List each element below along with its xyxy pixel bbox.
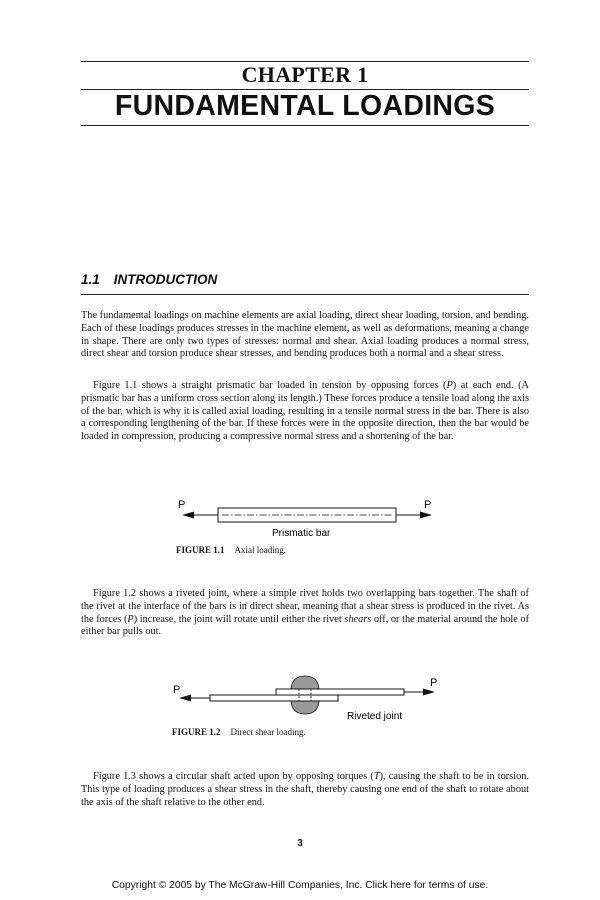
- right-force-label: P: [430, 677, 438, 689]
- left-arrowhead: [182, 512, 194, 519]
- paragraph-axial-text-b: ) at each end. (A prismatic bar has a uniform cross section along its length.) These forces produce a tensile load along the axis of the bar, which is why it is called axial loading, resulting in a tensile normal stress in the bar. There is also a corresponding lengthening of the bar. If these forces were in the opposite direction, then the bar would be loaded in compression, producing a compressive normal stress and a shortening of the bar.: [81, 380, 529, 443]
- section-number: 1.1: [81, 272, 100, 287]
- paragraph-intro: [81, 310, 529, 361]
- left-arrowhead: [179, 695, 191, 702]
- left-force-label: P: [173, 684, 181, 696]
- rivet-top-head: [291, 676, 319, 689]
- right-arrowhead: [423, 689, 435, 696]
- left-force-label: P: [178, 499, 186, 511]
- rivet-bottom-head: [291, 701, 319, 714]
- bar-label: Prismatic bar: [272, 528, 331, 539]
- figure2-caption-label: FIGURE 1.2: [172, 727, 221, 737]
- lower-bar: [210, 695, 338, 701]
- paragraph-axial-text-a: Figure 1.1 shows a straight prismatic bar loaded in tension by opposing forces (: [93, 380, 447, 391]
- copyright-link[interactable]: Copyright © 2005 by The McGraw-Hill Companies, Inc. Click here for terms of use.: [111, 880, 489, 891]
- figure1-caption: [176, 545, 286, 555]
- paragraph-intro-text: The fundamental loadings on machine elements are axial loading, direct shear loading, torsion, and bending. Each of these loadings produces stresses in the machine element, as well as deformations, meaning a change in shape. There are only two types of stresses: normal and shear. Axial loading produces a normal stress, direct shear and torsion produce shear stresses, and bending produces both a normal and a shear stress.: [81, 310, 529, 360]
- figure1-caption-label: FIGURE 1.1: [176, 545, 225, 555]
- figure2-caption-text: Direct shear loading.: [230, 727, 306, 737]
- chapter-title: FUNDAMENTAL LOADINGS: [114, 90, 496, 122]
- variable-t: T: [373, 771, 380, 782]
- paragraph-shear: [81, 588, 529, 639]
- title-underline: [81, 125, 529, 126]
- paragraph-shear-text-c: off, or the material around the hole of either bar pulls out.: [81, 613, 530, 638]
- joint-label: Riveted joint: [347, 711, 403, 722]
- upper-bar: [276, 689, 404, 695]
- figure-axial-loading: [160, 492, 450, 542]
- figure2-caption: [172, 727, 306, 737]
- section-rule: [81, 294, 529, 295]
- paragraph-shear-text-b: ) increase, the joint will rotate until either the rivet: [133, 613, 345, 625]
- paragraph-axial: [81, 380, 529, 444]
- paragraph-shear-text-a: Figure 1.2 shows a riveted joint, where a simple rivet holds two overlapping bars together. The shaft of the rivet at the interface of the bars is in direct shear, meaning that a shear stress is produced in the rivet. As the forces (: [81, 588, 529, 625]
- variable-p: P: [446, 380, 453, 391]
- section-title: INTRODUCTION: [113, 272, 218, 287]
- right-arrowhead: [420, 512, 432, 519]
- paragraph-torsion-text-b: ), causing the shaft to be in torsion. This type of loading produces a shear stress in the shaft, thereby causing one end of the shaft to rotate about the axis of the shaft relative to the other end.: [81, 771, 529, 808]
- emphasis-shears: shears: [344, 613, 372, 625]
- paragraph-torsion-text-a: Figure 1.3 shows a circular shaft acted upon by opposing torques (: [93, 771, 374, 782]
- section-heading: [81, 272, 217, 287]
- variable-p-2: P: [127, 613, 134, 625]
- paragraph-torsion: [81, 771, 529, 809]
- right-force-label: P: [424, 499, 432, 511]
- figure-direct-shear: [165, 672, 455, 724]
- figure1-caption-text: Axial loading.: [234, 545, 287, 555]
- page-number: 3: [297, 838, 303, 849]
- chapter-number: CHAPTER 1: [241, 62, 369, 87]
